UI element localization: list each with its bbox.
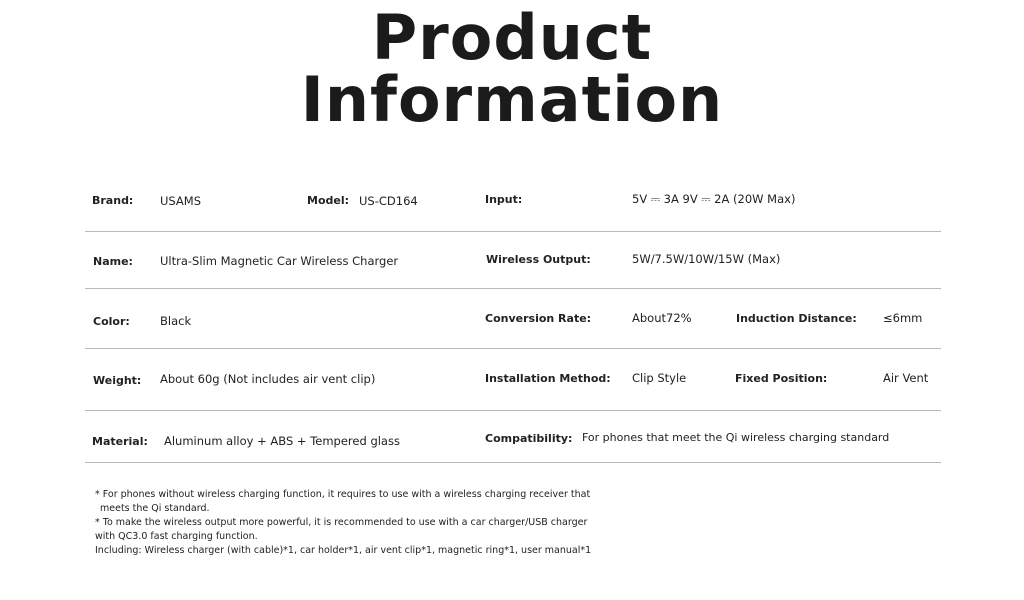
footnote-line: * For phones without wireless charging function, it requires to use with a wireless charging receiver that (95, 489, 591, 500)
name-value: Ultra-Slim Magnetic Car Wireless Charger (160, 254, 399, 268)
conversion-rate-value: About72% (632, 311, 692, 325)
divider (85, 231, 941, 232)
input-label: Input: (485, 193, 523, 206)
footnote-line: * To make the wireless output more powerful, it is recommended to use with a car charger/USB charger (95, 517, 588, 528)
divider (85, 348, 941, 349)
fixed-position-value: Air Vent (883, 371, 929, 385)
color-label: Color: (93, 315, 130, 328)
page-title-line-2: Information (300, 63, 724, 136)
material-label: Material: (92, 435, 148, 448)
induction-distance-label: Induction Distance: (736, 312, 857, 325)
installation-method-label: Installation Method: (485, 372, 611, 385)
model-value: US-CD164 (359, 194, 418, 208)
installation-method-value: Clip Style (632, 371, 687, 385)
conversion-rate-label: Conversion Rate: (485, 312, 592, 325)
footnote-line: meets the Qi standard. (100, 503, 210, 514)
wireless-output-value: 5W/7.5W/10W/15W (Max) (632, 252, 781, 266)
divider (85, 462, 941, 463)
compatibility-label: Compatibility: (485, 432, 573, 445)
divider (85, 288, 941, 289)
compatibility-value: For phones that meet the Qi wireless charging standard (582, 431, 890, 444)
model-label: Model: (307, 194, 350, 207)
input-value: 5V ⎓ 3A 9V ⎓ 2A (20W Max) (632, 192, 796, 206)
name-label: Name: (93, 255, 133, 268)
divider (85, 410, 941, 411)
induction-distance-value: ≤6mm (883, 311, 923, 325)
footnotes (95, 488, 591, 558)
wireless-output-label: Wireless Output: (486, 253, 591, 266)
page-title-line-1: Product (371, 1, 653, 74)
color-value: Black (160, 314, 192, 328)
brand-label: Brand: (92, 194, 134, 207)
weight-label: Weight: (93, 374, 142, 387)
fixed-position-label: Fixed Position: (735, 372, 828, 385)
footnote-line: Including: Wireless charger (with cable)*1, car holder*1, air vent clip*1, magnetic ring*1, user manual*1 (95, 545, 592, 556)
weight-value: About 60g (Not includes air vent clip) (160, 372, 376, 386)
brand-value: USAMS (160, 194, 202, 208)
material-value: Aluminum alloy + ABS + Tempered glass (164, 434, 400, 448)
footnote-line: with QC3.0 fast charging function. (95, 531, 258, 542)
